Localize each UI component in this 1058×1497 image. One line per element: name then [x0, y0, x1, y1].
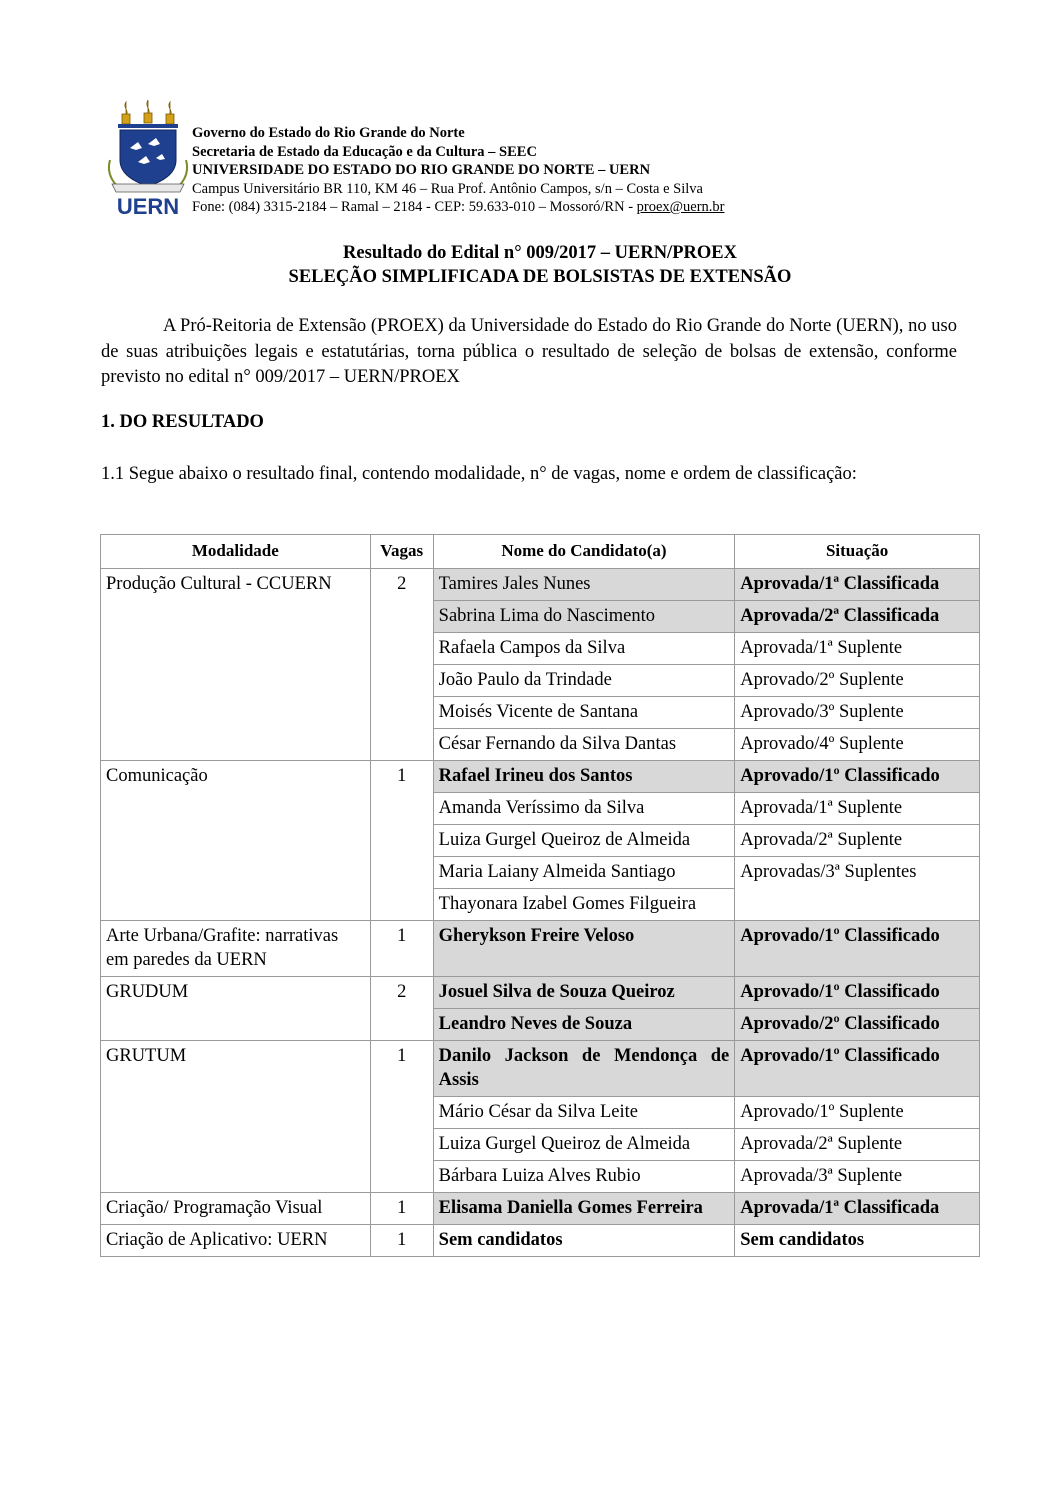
candidate-name: Thayonara Izabel Gomes Filgueira [433, 889, 735, 921]
modalidade-cell: Produção Cultural - CCUERN [101, 569, 371, 761]
intro-paragraph: A Pró-Reitoria de Extensão (PROEX) da Universidade do Estado do Rio Grande do Norte (UERN), no uso de suas atribuições legais e estatutárias, torna pública o resultado de seleção de bolsas de extensão, conforme previsto no edital n° 009/2017 – UERN/PROEX [101, 316, 957, 387]
table-row [101, 977, 980, 1009]
contact-text: Fone: (084) 3315-2184 – Ramal – 2184 - CEP: 59.633-010 – Mossoró/RN - [192, 199, 637, 215]
header-modalidade: Modalidade [101, 535, 371, 569]
table-row [101, 921, 980, 977]
header-situacao: Situação [735, 535, 980, 569]
table-row [101, 1225, 980, 1257]
header-vagas: Vagas [370, 535, 433, 569]
candidate-name: Maria Laiany Almeida Santiago [433, 857, 735, 889]
candidate-name: Sabrina Lima do Nascimento [433, 601, 735, 633]
header-line-address: Campus Universitário BR 110, KM 46 – Rua Prof. Antônio Campos, s/n – Costa e Silva [192, 180, 703, 197]
candidate-name: Rafael Irineu dos Santos [433, 761, 735, 793]
candidate-status: Aprovado/1º Classificado [735, 1041, 980, 1097]
modalidade-cell: Arte Urbana/Grafite: narrativas em paredes da UERN [101, 921, 371, 977]
candidate-name: Luiza Gurgel Queiroz de Almeida [433, 825, 735, 857]
candidate-status: Aprovada/1ª Suplente [735, 793, 980, 825]
candidate-status: Aprovada/3ª Suplente [735, 1161, 980, 1193]
header-line-university: UNIVERSIDADE DO ESTADO DO RIO GRANDE DO NORTE – UERN [192, 162, 651, 178]
document-title [100, 242, 980, 289]
candidate-name: Leandro Neves de Souza [433, 1009, 735, 1041]
candidate-name: César Fernando da Silva Dantas [433, 729, 735, 761]
candidate-status: Aprovada/2ª Suplente [735, 1129, 980, 1161]
candidate-name: Moisés Vicente de Santana [433, 697, 735, 729]
candidate-name: Luiza Gurgel Queiroz de Almeida [433, 1129, 735, 1161]
candidate-status: Aprovado/1º Classificado [735, 977, 980, 1009]
header-line-contact [192, 198, 725, 217]
candidate-status: Aprovado/4º Suplente [735, 729, 980, 761]
modalidade-cell: Criação de Aplicativo: UERN [101, 1225, 371, 1257]
candidate-status: Aprovado/2º Suplente [735, 665, 980, 697]
title-line-2: SELEÇÃO SIMPLIFICADA DE BOLSISTAS DE EXTENSÃO [288, 266, 792, 287]
candidate-status: Aprovado/3º Suplente [735, 697, 980, 729]
candidate-name: Danilo Jackson de Mendonça de Assis [433, 1041, 735, 1097]
vagas-cell: 1 [370, 761, 433, 921]
results-table [100, 534, 980, 1257]
candidate-status: Aprovado/1º Classificado [735, 761, 980, 793]
table-row [101, 761, 980, 793]
candidate-status: Aprovado/2º Classificado [735, 1009, 980, 1041]
title-line-1: Resultado do Edital n° 009/2017 – UERN/PROEX [343, 243, 737, 263]
candidate-name: Bárbara Luiza Alves Rubio [433, 1161, 735, 1193]
logo-text: UERN [116, 194, 180, 218]
header-line-secretariat: Secretaria de Estado da Educação e da Cultura – SEEC [192, 143, 537, 160]
modalidade-cell: Comunicação [101, 761, 371, 921]
table-row [101, 569, 980, 601]
candidate-status: Aprovadas/3ª Suplentes [735, 857, 980, 921]
section-title: 1. DO RESULTADO [101, 412, 264, 432]
paragraph-1-1: 1.1 Segue abaixo o resultado final, contendo modalidade, n° de vagas, nome e ordem de classificação: [101, 464, 857, 484]
table-header-row [101, 535, 980, 569]
candidate-name: Tamires Jales Nunes [433, 569, 735, 601]
modalidade-cell: Criação/ Programação Visual [101, 1193, 371, 1225]
candidate-status: Sem candidatos [735, 1225, 980, 1257]
modalidade-cell: GRUDUM [101, 977, 371, 1041]
candidate-name: Mário César da Silva Leite [433, 1097, 735, 1129]
header-line-government: Governo do Estado do Rio Grande do Norte [192, 125, 465, 141]
candidate-name: Josuel Silva de Souza Queiroz [433, 977, 735, 1009]
candidate-name: Gherykson Freire Veloso [433, 921, 735, 977]
candidate-name: João Paulo da Trindade [433, 665, 735, 697]
candidate-status: Aprovada/1ª Suplente [735, 633, 980, 665]
modalidade-cell: GRUTUM [101, 1041, 371, 1193]
candidate-name: Amanda Veríssimo da Silva [433, 793, 735, 825]
candidate-status: Aprovada/1ª Classificada [735, 569, 980, 601]
table-row [101, 1041, 980, 1097]
institution-header [192, 124, 725, 217]
candidate-name: Rafaela Campos da Silva [433, 633, 735, 665]
vagas-cell: 1 [370, 1225, 433, 1257]
vagas-cell: 1 [370, 921, 433, 977]
table-row [101, 1193, 980, 1225]
candidate-status: Aprovado/1º Suplente [735, 1097, 980, 1129]
candidate-status: Aprovada/1ª Classificada [735, 1193, 980, 1225]
candidate-name: Sem candidatos [433, 1225, 735, 1257]
vagas-cell: 1 [370, 1041, 433, 1193]
vagas-cell: 1 [370, 1193, 433, 1225]
candidate-name: Elisama Daniella Gomes Ferreira [433, 1193, 735, 1225]
candidate-status: Aprovada/2ª Classificada [735, 601, 980, 633]
candidate-status: Aprovada/2ª Suplente [735, 825, 980, 857]
uern-logo [104, 100, 192, 218]
vagas-cell: 2 [370, 977, 433, 1041]
email-link[interactable]: proex@uern.br [636, 199, 725, 215]
candidate-status: Aprovado/1º Classificado [735, 921, 980, 977]
header-nome: Nome do Candidato(a) [433, 535, 735, 569]
vagas-cell: 2 [370, 569, 433, 761]
